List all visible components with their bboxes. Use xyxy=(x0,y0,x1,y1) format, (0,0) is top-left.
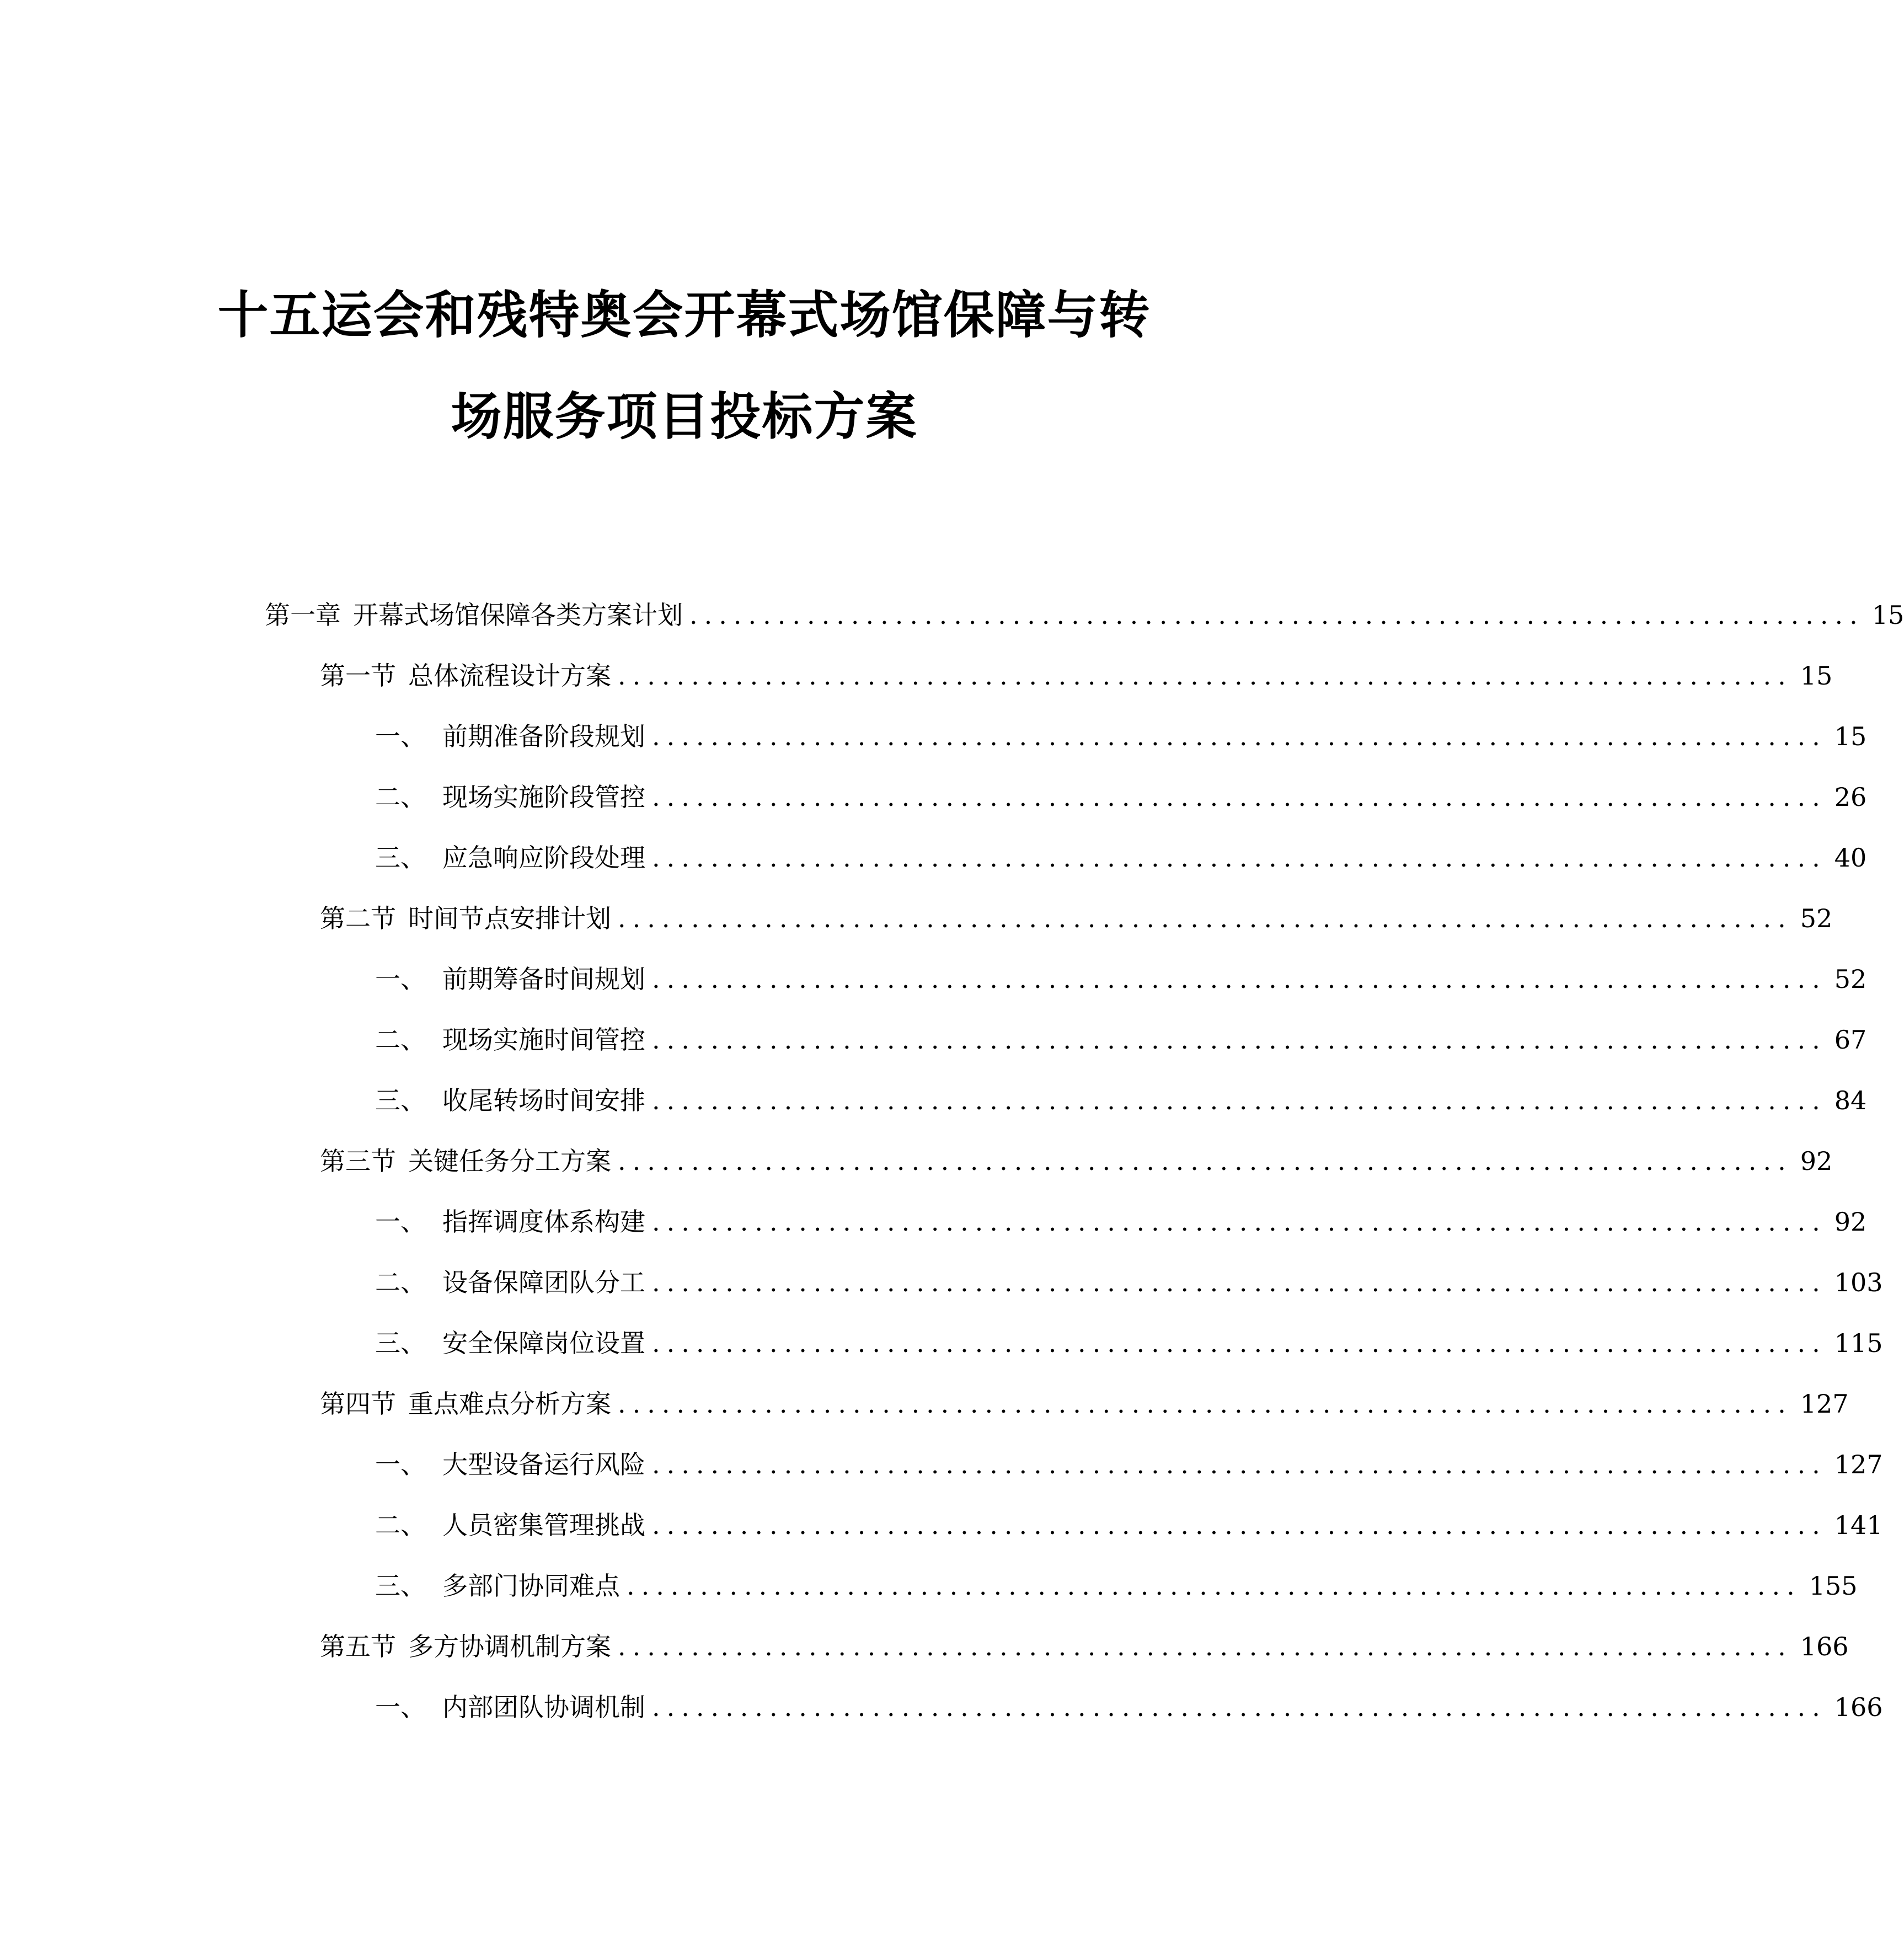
toc-entry-page: 141 xyxy=(1834,1510,1883,1540)
toc-dot-leader: ................................................................................ xyxy=(652,721,1827,751)
toc-entry-page: 67 xyxy=(1834,1025,1867,1055)
toc-entry-page: 26 xyxy=(1834,782,1867,812)
toc-entry-page: 115 xyxy=(1834,1328,1883,1358)
toc-entry[interactable] xyxy=(375,1070,1867,1131)
toc-entry-number: 第一章 xyxy=(265,600,341,630)
document-title xyxy=(0,259,1368,446)
toc-entry-title: 多方协调机制方案 xyxy=(408,1632,611,1661)
toc-entry-number: 二、 xyxy=(375,1025,426,1055)
toc-entry-title: 重点难点分析方案 xyxy=(408,1389,611,1419)
toc-entry[interactable] xyxy=(375,949,1867,1009)
toc-entry[interactable] xyxy=(375,1191,1867,1252)
toc-entry-title: 总体流程设计方案 xyxy=(408,661,611,691)
toc-entry-title: 现场实施阶段管控 xyxy=(442,782,645,812)
toc-entry[interactable] xyxy=(375,827,1867,888)
toc-dot-leader: ................................................................................ xyxy=(618,904,1793,933)
title-line-2: 场服务项目投标方案 xyxy=(451,387,918,446)
toc-entry-number: 第五节 xyxy=(320,1632,396,1661)
toc-entry-page: 15 xyxy=(1800,661,1833,691)
toc-entry-page: 52 xyxy=(1834,964,1867,994)
toc-entry-number: 三、 xyxy=(375,843,426,873)
toc-entry-number: 一、 xyxy=(375,721,426,751)
toc-entry-title: 指挥调度体系构建 xyxy=(442,1207,645,1237)
toc-entry-title: 大型设备运行风险 xyxy=(442,1450,645,1479)
toc-entry-title: 多部门协同难点 xyxy=(442,1571,620,1601)
toc-entry-number: 三、 xyxy=(375,1571,426,1601)
toc-entry-number: 二、 xyxy=(375,1268,426,1297)
toc-dot-leader: ................................................................................ xyxy=(652,843,1827,873)
toc-entry[interactable] xyxy=(320,1131,1833,1191)
toc-entry[interactable] xyxy=(320,645,1833,706)
toc-entry[interactable] xyxy=(375,1252,1883,1313)
toc-entry-page: 84 xyxy=(1834,1086,1867,1115)
toc-entry-page: 92 xyxy=(1834,1207,1867,1237)
toc-entry-number: 三、 xyxy=(375,1328,426,1358)
toc-dot-leader: ................................................................................ xyxy=(618,1632,1793,1661)
toc-entry-page: 166 xyxy=(1800,1632,1849,1661)
toc-entry-title: 收尾转场时间安排 xyxy=(442,1086,645,1115)
toc-entry-title: 时间节点安排计划 xyxy=(408,904,611,933)
toc-dot-leader: ................................................................................ xyxy=(618,1389,1793,1419)
toc-dot-leader: ................................................................................ xyxy=(652,1450,1827,1479)
toc-entry-title: 应急响应阶段处理 xyxy=(442,843,645,873)
toc-entry[interactable] xyxy=(320,1373,1849,1434)
toc-entry-page: 103 xyxy=(1834,1268,1883,1297)
toc-entry[interactable] xyxy=(320,888,1833,949)
toc-entry-title: 人员密集管理挑战 xyxy=(442,1510,645,1540)
toc-entry-number: 一、 xyxy=(375,1450,426,1479)
toc-entry-page: 127 xyxy=(1834,1450,1883,1479)
toc-entry-page: 40 xyxy=(1834,843,1867,873)
toc-entry-number: 一、 xyxy=(375,964,426,994)
toc-entry-number: 一、 xyxy=(375,1692,426,1722)
toc-entry-title: 前期准备阶段规划 xyxy=(442,721,645,751)
toc-entry-number: 二、 xyxy=(375,782,426,812)
toc-entry[interactable] xyxy=(375,1495,1883,1556)
toc-dot-leader: ................................................................................ xyxy=(652,782,1827,812)
toc-entry-number: 第一节 xyxy=(320,661,396,691)
toc-entry-title: 开幕式场馆保障各类方案计划 xyxy=(353,600,683,630)
toc-dot-leader: ................................................................................ xyxy=(652,1328,1827,1358)
title-line-1: 十五运会和残特奥会开幕式场馆保障与转 xyxy=(217,286,1151,345)
toc-entry[interactable] xyxy=(375,1313,1883,1373)
toc-entry[interactable] xyxy=(375,1677,1883,1738)
toc-entry-number: 第二节 xyxy=(320,904,396,933)
toc-dot-leader: ................................................................................ xyxy=(652,964,1827,994)
toc-entry-page: 166 xyxy=(1834,1692,1883,1722)
toc-dot-leader: ................................................................................ xyxy=(652,1510,1827,1540)
toc-dot-leader: ................................................................................ xyxy=(652,1207,1827,1237)
toc-entry-number: 第三节 xyxy=(320,1146,396,1176)
toc-entry-title: 设备保障团队分工 xyxy=(442,1268,645,1297)
toc-entry[interactable] xyxy=(265,585,1904,645)
toc-dot-leader: ................................................................................ xyxy=(652,1268,1827,1297)
toc-entry-page: 92 xyxy=(1800,1146,1833,1176)
toc-entry[interactable] xyxy=(375,1556,1858,1616)
toc-entry[interactable] xyxy=(320,1616,1849,1677)
toc-dot-leader: ................................................................................ xyxy=(689,600,1864,630)
toc-entry-title: 现场实施时间管控 xyxy=(442,1025,645,1055)
toc-entry-number: 第四节 xyxy=(320,1389,396,1419)
toc-entry-page: 15 xyxy=(1834,721,1867,751)
toc-entry-page: 15 xyxy=(1871,600,1904,630)
toc-entry-title: 安全保障岗位设置 xyxy=(442,1328,645,1358)
toc-entry-title: 关键任务分工方案 xyxy=(408,1146,611,1176)
toc-dot-leader: ................................................................................ xyxy=(618,661,1793,691)
toc-entry[interactable] xyxy=(375,1434,1883,1495)
toc-entry-number: 二、 xyxy=(375,1510,426,1540)
toc-entry-page: 155 xyxy=(1809,1571,1858,1601)
toc-dot-leader: ................................................................................ xyxy=(652,1086,1827,1115)
toc-dot-leader: ................................................................................ xyxy=(652,1692,1827,1722)
toc-entry-page: 127 xyxy=(1800,1389,1849,1419)
toc-dot-leader: ................................................................................ xyxy=(627,1571,1801,1601)
toc-entry-number: 三、 xyxy=(375,1086,426,1115)
toc-entry-number: 一、 xyxy=(375,1207,426,1237)
toc-dot-leader: ................................................................................ xyxy=(652,1025,1827,1055)
toc-entry[interactable] xyxy=(375,1009,1867,1070)
toc-dot-leader: ................................................................................ xyxy=(618,1146,1793,1176)
toc-entry-title: 内部团队协调机制 xyxy=(442,1692,645,1722)
toc-entry[interactable] xyxy=(375,767,1867,827)
toc-entry[interactable] xyxy=(375,706,1867,767)
toc-entry-title: 前期筹备时间规划 xyxy=(442,964,645,994)
toc-entry-page: 52 xyxy=(1800,904,1833,933)
